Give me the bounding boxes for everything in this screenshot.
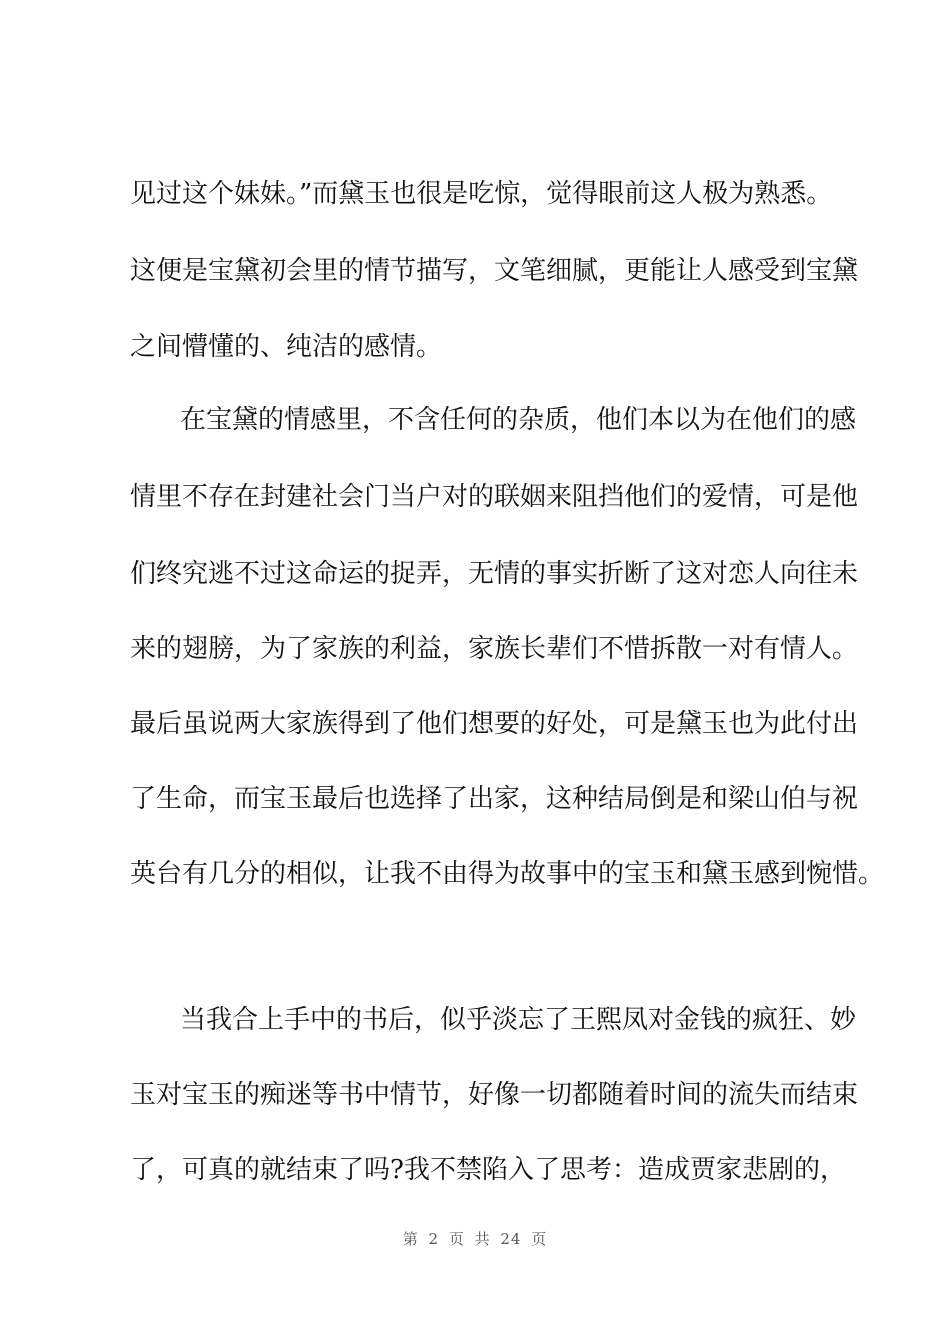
paragraph-2-line-1: 在宝黛的情感里，不含任何的杂质，他们本以为在他们的感: [180, 405, 857, 435]
paragraph-2-line-5: 最后虽说两大家族得到了他们想要的好处，可是黛玉也为此付出: [130, 709, 859, 739]
paragraph-3-line-1: 当我合上手中的书后，似乎淡忘了王熙凤对金钱的疯狂、妙: [180, 1005, 857, 1035]
paragraph-2-line-3: 们终究逃不过这命运的捉弄，无情的事实折断了这对恋人向往未: [130, 559, 859, 589]
paragraph-2-line-2: 情里不存在封建社会门当户对的联姻来阻挡他们的爱情，可是他: [130, 482, 859, 512]
page-footer: 第 2 页 共 24 页: [402, 1230, 548, 1248]
paragraph-1-line-1: 见过这个妹妹。”而黛玉也很是吃惊，觉得眼前这人极为熟悉。: [130, 179, 833, 209]
paragraph-3-line-3: 了，可真的就结束了吗?我不禁陷入了思考：造成贾家悲剧的，: [130, 1155, 846, 1185]
paragraph-2-line-4: 来的翅膀，为了家族的利益，家族长辈们不惜拆散一对有情人。: [130, 634, 859, 664]
paragraph-2-line-6: 了生命，而宝玉最后也选择了出家，这种结局倒是和梁山伯与祝: [130, 784, 859, 814]
paragraph-1-line-2: 这便是宝黛初会里的情节描写，文笔细腻，更能让人感受到宝黛: [130, 256, 859, 286]
paragraph-3-line-2: 玉对宝玉的痴迷等书中情节，好像一切都随着时间的流失而结束: [130, 1080, 859, 1110]
paragraph-2-line-7: 英台有几分的相似，让我不由得为故事中的宝玉和黛玉感到惋惜。: [130, 859, 885, 889]
paragraph-1-line-3: 之间懵懂的、纯洁的感情。: [130, 332, 443, 362]
